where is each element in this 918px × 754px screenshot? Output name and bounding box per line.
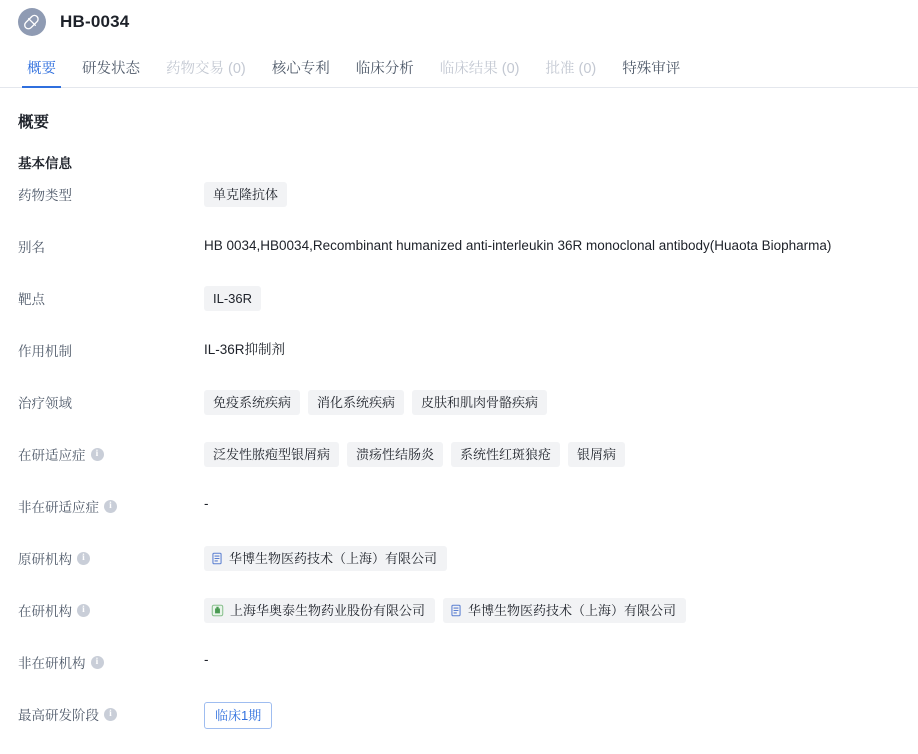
chip-indication[interactable]: 溃疡性结肠炎: [347, 442, 443, 467]
row-label: [18, 390, 204, 412]
info-icon[interactable]: i: [91, 656, 104, 669]
row-label: [18, 650, 204, 672]
info-icon[interactable]: i: [77, 604, 90, 617]
capsule-icon: [18, 8, 46, 36]
organization-name: 上海华奥泰生物药业股份有限公司: [230, 603, 426, 618]
info-icon[interactable]: i: [91, 448, 104, 461]
tab-approvals[interactable]: 批准 (0): [545, 60, 597, 77]
chip-therapeutic-area[interactable]: 免疫系统疾病: [204, 390, 300, 415]
row-value: [204, 546, 918, 571]
info-icon[interactable]: i: [77, 552, 90, 565]
info-row-drug-type: [18, 182, 918, 234]
info-row-therapeutic-areas: [18, 390, 918, 442]
row-value: [204, 442, 918, 467]
row-label-text: 在研机构: [18, 604, 72, 619]
chip-drug-type[interactable]: 单克隆抗体: [204, 182, 287, 207]
chip-indication[interactable]: 银屑病: [568, 442, 625, 467]
section-title: 概要: [18, 114, 50, 131]
row-label-text: 最高研发阶段: [18, 708, 99, 723]
info-row-inactive-organizations: [18, 650, 918, 702]
tab-overview[interactable]: 概要: [14, 62, 69, 88]
row-label-text: 作用机制: [18, 344, 72, 359]
chip-organization[interactable]: [443, 598, 686, 623]
page-header: [0, 0, 918, 44]
status-badge-phase[interactable]: 临床1期: [204, 702, 272, 729]
row-value: [204, 702, 918, 729]
overview-panel: [0, 88, 918, 754]
page-title: HB-0034: [60, 12, 130, 31]
row-value: [204, 598, 918, 623]
info-row-active-organizations: [18, 598, 918, 650]
info-row-originator: [18, 546, 918, 598]
tab-special-review[interactable]: 特殊审评: [622, 60, 681, 77]
row-label-text: 在研适应症: [18, 448, 86, 463]
chip-therapeutic-area[interactable]: 皮肤和肌肉骨骼疾病: [412, 390, 547, 415]
row-label: [18, 598, 204, 620]
organization-name: 华博生物医药技术（上海）有限公司: [229, 551, 438, 566]
row-value: [204, 390, 918, 415]
document-icon: [211, 552, 223, 565]
tab-clinical-analysis[interactable]: 临床分析: [355, 60, 414, 77]
tab-drug-deals[interactable]: 药物交易 (0): [166, 60, 246, 77]
info-icon[interactable]: i: [104, 500, 117, 513]
row-label-text: 非在研适应症: [18, 500, 99, 515]
tab-bar: [0, 44, 918, 88]
row-label-text: 治疗领域: [18, 396, 72, 411]
row-label: [18, 234, 204, 256]
row-value: [204, 182, 918, 207]
row-value-moa: IL-36R抑制剂: [204, 342, 286, 357]
chip-indication[interactable]: 泛发性脓疱型银屑病: [204, 442, 339, 467]
row-label: [18, 702, 204, 724]
chip-target[interactable]: IL-36R: [204, 286, 261, 311]
info-row-target: [18, 286, 918, 338]
row-value: [204, 286, 918, 311]
row-label: [18, 546, 204, 568]
row-value-empty: -: [204, 652, 209, 667]
chip-organization[interactable]: [204, 598, 435, 623]
row-value-empty: -: [204, 496, 209, 511]
info-row-highest-phase: [18, 702, 918, 754]
chip-organization[interactable]: [204, 546, 447, 571]
basic-info-title: 基本信息: [18, 156, 72, 171]
row-label-text: 非在研机构: [18, 656, 86, 671]
row-label: [18, 442, 204, 464]
chip-therapeutic-area[interactable]: 消化系统疾病: [308, 390, 404, 415]
row-value-alias: HB 0034,HB0034,Recombinant humanized anti-interleukin 36R monoclonal antibody(Huaota Biopharma): [204, 238, 832, 253]
chip-indication[interactable]: 系统性红斑狼疮: [451, 442, 560, 467]
row-label-text: 别名: [18, 240, 45, 255]
info-row-active-indications: [18, 442, 918, 494]
row-label: [18, 494, 204, 516]
tab-rd-status[interactable]: 研发状态: [82, 60, 140, 77]
row-label: [18, 182, 204, 204]
row-label-text: 原研机构: [18, 552, 72, 567]
info-row-alias: [18, 234, 918, 286]
info-icon[interactable]: i: [104, 708, 117, 721]
info-row-moa: [18, 338, 918, 390]
row-label: [18, 286, 204, 308]
tab-core-patents[interactable]: 核心专利: [271, 60, 330, 77]
document-icon: [450, 604, 462, 617]
building-icon: [211, 604, 224, 617]
row-label-text: 药物类型: [18, 188, 72, 203]
row-label-text: 靶点: [18, 292, 45, 307]
tab-clinical-results[interactable]: 临床结果 (0): [439, 60, 520, 77]
row-label: [18, 338, 204, 360]
organization-name: 华博生物医药技术（上海）有限公司: [468, 603, 677, 618]
info-row-inactive-indications: [18, 494, 918, 546]
